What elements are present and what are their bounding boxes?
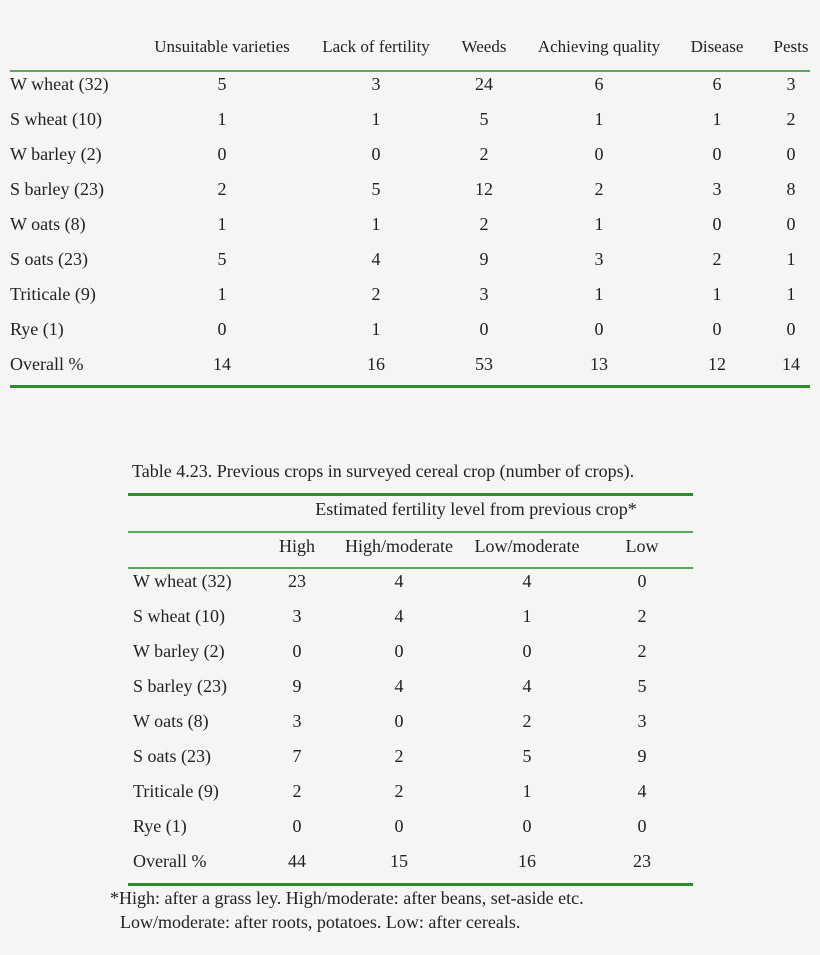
row-label: Rye (1) <box>10 319 64 339</box>
table-cell: 24 <box>475 74 493 94</box>
table-cell: 3 <box>637 711 647 731</box>
table-cell: 0 <box>217 319 227 339</box>
table-cell: 1 <box>217 214 227 234</box>
table-cell: 1 <box>712 109 722 129</box>
table-cell: 5 <box>217 249 227 269</box>
table-cell: 0 <box>786 144 796 164</box>
table-cell: 8 <box>786 179 796 199</box>
col-header: Weeds <box>461 37 507 56</box>
table-cell: 5 <box>522 746 532 766</box>
table-cell: 16 <box>367 354 385 374</box>
table-cell: 0 <box>594 319 604 339</box>
table-cell: 4 <box>522 571 532 591</box>
table-cell: 1 <box>371 109 381 129</box>
table-cell: 16 <box>518 851 536 871</box>
footnote: Low/moderate: after roots, potatoes. Low: after cereals. <box>120 912 521 932</box>
table-cell: 6 <box>712 74 722 94</box>
row-label: S oats (23) <box>133 746 211 766</box>
row-label: S barley (23) <box>10 179 104 199</box>
table-cell: 9 <box>292 676 302 696</box>
header-rule <box>10 70 810 72</box>
row-label: W barley (2) <box>10 144 102 164</box>
table-cell: 4 <box>637 781 647 801</box>
table-cell: 0 <box>217 144 227 164</box>
col-header: Unsuitable varieties <box>154 37 290 56</box>
table-cell: 5 <box>479 109 489 129</box>
table-cell: 0 <box>292 641 302 661</box>
col-header: High <box>279 536 315 556</box>
table-cell: 44 <box>288 851 306 871</box>
row-label: S barley (23) <box>133 676 227 696</box>
col-header: Low <box>625 536 659 556</box>
row-label: W wheat (32) <box>133 571 232 591</box>
table-cell: 23 <box>633 851 651 871</box>
table-cell: 3 <box>371 74 381 94</box>
table-cell: 2 <box>522 711 532 731</box>
table-cell: 0 <box>394 816 404 836</box>
table-cell: 0 <box>479 319 489 339</box>
table-cell: 2 <box>479 214 489 234</box>
table-cell: 1 <box>371 214 381 234</box>
table-cell: 5 <box>371 179 381 199</box>
table-cell: 1 <box>594 284 604 304</box>
table-cell: 1 <box>594 214 604 234</box>
table-cell: 0 <box>786 214 796 234</box>
table-cell: 0 <box>637 816 647 836</box>
table-cell: 1 <box>217 109 227 129</box>
table-cell: 7 <box>292 746 302 766</box>
table-cell: 0 <box>712 319 722 339</box>
row-label: W oats (8) <box>133 711 209 731</box>
table-cell: 2 <box>217 179 227 199</box>
table-cell: 2 <box>594 179 604 199</box>
row-label: S wheat (10) <box>133 606 225 626</box>
table-cell: 9 <box>637 746 647 766</box>
col-header: Disease <box>690 37 744 56</box>
table-cell: 3 <box>786 74 796 94</box>
group-rule <box>128 531 693 533</box>
table-cell: 1 <box>217 284 227 304</box>
table-bottom-rule <box>10 385 810 388</box>
table-cell: 0 <box>712 214 722 234</box>
table-cell: 0 <box>594 144 604 164</box>
group-header: Estimated fertility level from previous crop* <box>315 499 637 519</box>
table-cell: 0 <box>522 816 532 836</box>
table-cell: 3 <box>292 606 302 626</box>
table-cell: 0 <box>522 641 532 661</box>
table-cell: 2 <box>394 781 404 801</box>
row-label: W oats (8) <box>10 214 86 234</box>
table-cell: 0 <box>637 571 647 591</box>
table-cell: 2 <box>712 249 722 269</box>
col-header: Pests <box>773 37 809 56</box>
table-cell: 2 <box>479 144 489 164</box>
row-label: S wheat (10) <box>10 109 102 129</box>
table-cell: 23 <box>288 571 306 591</box>
row-label: S oats (23) <box>10 249 88 269</box>
header-rule <box>128 567 693 569</box>
table-cell: 1 <box>371 319 381 339</box>
table-cell: 6 <box>594 74 604 94</box>
table-cell: 12 <box>708 354 726 374</box>
table-cell: 2 <box>786 109 796 129</box>
col-header: High/moderate <box>345 536 453 556</box>
table-cell: 1 <box>712 284 722 304</box>
table-cell: 5 <box>217 74 227 94</box>
table-bottom-rule <box>128 883 693 886</box>
table-cell: 53 <box>475 354 493 374</box>
row-label: Overall % <box>133 851 207 871</box>
row-label: Overall % <box>10 354 84 374</box>
table-top-rule <box>128 493 693 496</box>
row-label: Triticale (9) <box>10 284 96 304</box>
table-cell: 2 <box>637 606 647 626</box>
table-cell: 0 <box>394 711 404 731</box>
table-cell: 1 <box>786 284 796 304</box>
table-cell: 1 <box>522 606 532 626</box>
table-cell: 2 <box>371 284 381 304</box>
table-cell: 0 <box>394 641 404 661</box>
table-cell: 4 <box>394 676 404 696</box>
table-cell: 9 <box>479 249 489 269</box>
table-cell: 15 <box>390 851 408 871</box>
col-header: Lack of fertility <box>322 37 430 56</box>
table-cell: 3 <box>712 179 722 199</box>
table-cell: 4 <box>371 249 381 269</box>
table-cell: 3 <box>479 284 489 304</box>
table-cell: 4 <box>522 676 532 696</box>
table-cell: 0 <box>371 144 381 164</box>
footnote: *High: after a grass ley. High/moderate: after beans, set-aside etc. <box>110 888 584 908</box>
table-cell: 0 <box>292 816 302 836</box>
row-label: Rye (1) <box>133 816 187 836</box>
table-cell: 0 <box>712 144 722 164</box>
table-cell: 14 <box>782 354 800 374</box>
table-cell: 1 <box>522 781 532 801</box>
col-header: Low/moderate <box>474 536 580 556</box>
table-cell: 3 <box>594 249 604 269</box>
table-cell: 3 <box>292 711 302 731</box>
table-cell: 4 <box>394 606 404 626</box>
table-cell: 0 <box>786 319 796 339</box>
table-cell: 5 <box>637 676 647 696</box>
row-label: Triticale (9) <box>133 781 219 801</box>
col-header: Achieving quality <box>537 37 661 56</box>
table-cell: 13 <box>590 354 608 374</box>
table-cell: 12 <box>475 179 493 199</box>
table-cell: 2 <box>637 641 647 661</box>
table-cell: 4 <box>394 571 404 591</box>
table-cell: 1 <box>594 109 604 129</box>
table-caption: Table 4.23. Previous crops in surveyed cereal crop (number of crops). <box>132 461 635 481</box>
table-cell: 2 <box>292 781 302 801</box>
table-cell: 1 <box>786 249 796 269</box>
table-cell: 2 <box>394 746 404 766</box>
table-cell: 14 <box>213 354 231 374</box>
row-label: W barley (2) <box>133 641 225 661</box>
row-label: W wheat (32) <box>10 74 109 94</box>
